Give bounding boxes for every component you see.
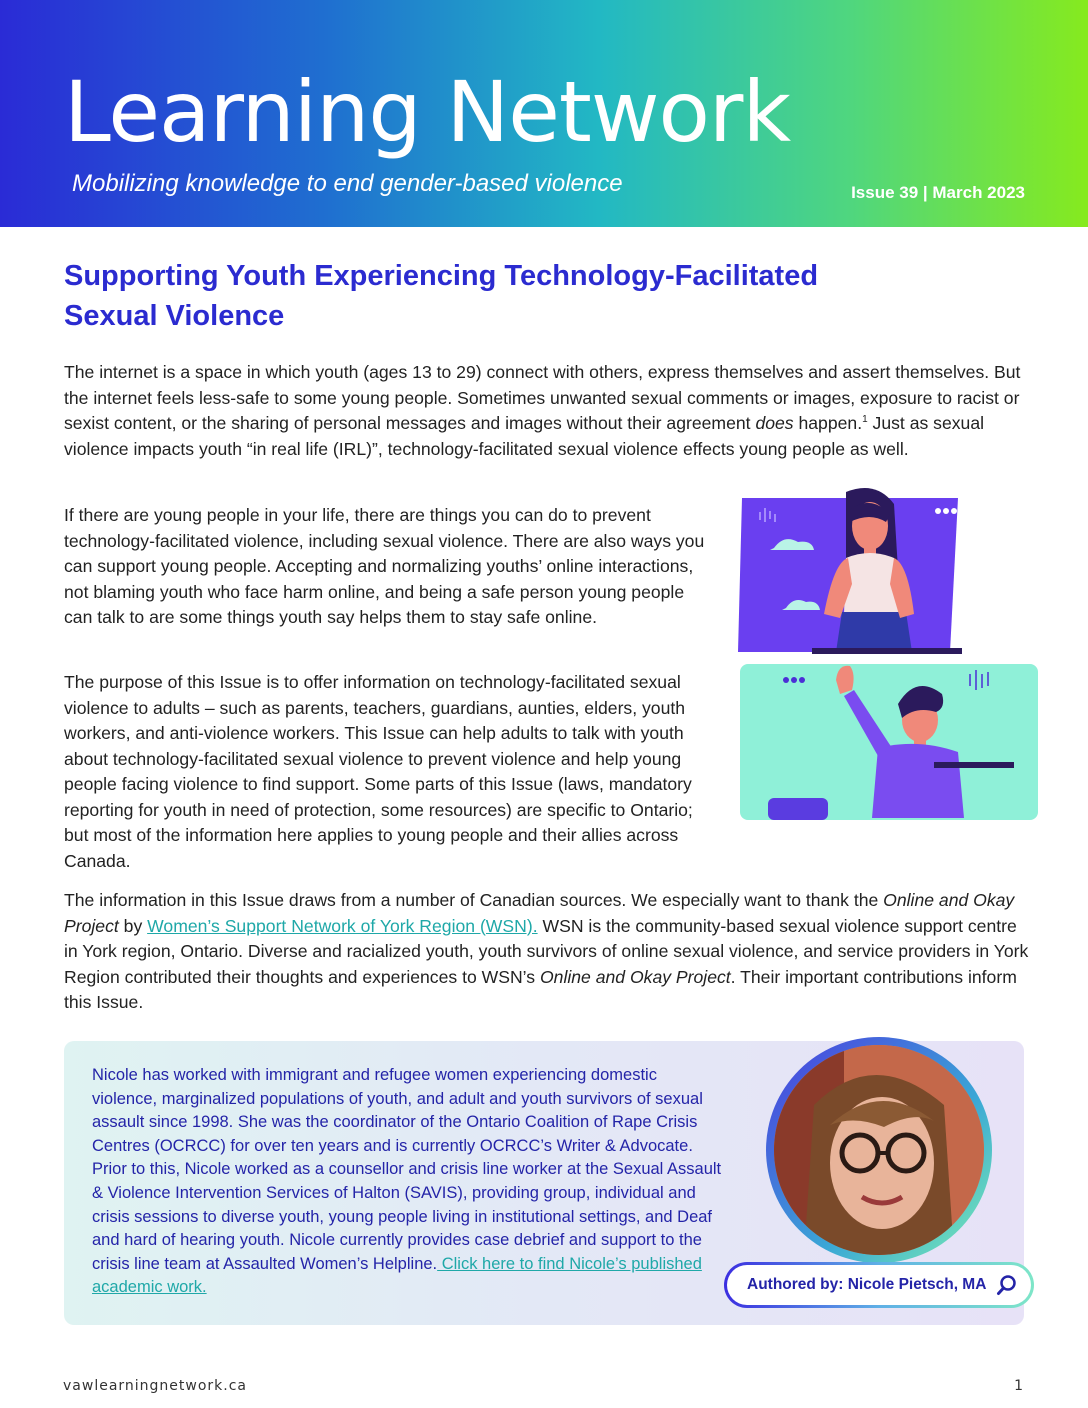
purpose-paragraph: The purpose of this Issue is to offer information on technology-facilitated sexual violence to adults – such as parents, teachers, guardians, aunties, elders, youth workers, and anti-violence workers. This Issue can help adults to talk with youth about technology-facilitated sexual violence to prevent violence and help young people facing violence to find support. Some parts of this Issue (laws, mandatory reporting for youth in need of protection, some resources) are specific to Ontario; but most of the information here applies to young people and their allies across Canada. (64, 672, 693, 871)
youth-boy-illustration (738, 660, 1042, 822)
author-byline: Authored by: Nicole Pietsch, MA (747, 1276, 987, 1293)
project-name: Online and Okay Project (64, 890, 1015, 936)
intro-text-c: Just as sexual violence impacts youth “in real life (IRL)”, technology-facilitated sexual violence effects young people as well. (64, 413, 985, 459)
header-banner (0, 0, 1088, 227)
author-bio (92, 1064, 722, 1300)
sources-text-a: The information in this Issue draws from a number of Canadian sources. We especially want to thank the (64, 890, 884, 910)
search-icon[interactable] (996, 1274, 1018, 1296)
article-title (64, 256, 884, 336)
author-photo-frame (766, 1037, 992, 1263)
author-portrait-illustration (774, 1045, 984, 1255)
footnote-marker[interactable]: 1 (862, 414, 868, 426)
article-title-line2: Sexual Violence (64, 300, 285, 332)
issue-date: Issue 39 | March 2023 (851, 183, 1025, 202)
intro-paragraph (64, 360, 1029, 462)
page-number: 1 (1014, 1378, 1023, 1394)
sources-text-d: . Their important contributions inform this Issue. (64, 966, 1017, 1012)
sources-text-b: by (118, 915, 148, 936)
article-title-line1: Supporting Youth Experiencing Technology-Facilitated (64, 260, 819, 292)
author-byline-inner (727, 1265, 1031, 1305)
intro-emphasis: does (755, 413, 794, 433)
youth-girl-illustration (738, 484, 962, 656)
sources-paragraph (64, 888, 1029, 1016)
project-name-2: Online and Okay Project (539, 966, 731, 987)
academic-work-link[interactable]: Click here to find Nicole’s published academic work. (92, 1254, 702, 1297)
footer-website[interactable]: vawlearningnetwork.ca (63, 1378, 248, 1394)
support-paragraph: If there are young people in your life, there are things you can do to prevent technology-facilitated violence, including sexual violence. There are also ways you can support young people. Accepting and normalizing youths’ online interactions, not blaming youth who face harm online, and being a safe person young people can talk to are some things youth say helps them to stay safe online. (64, 505, 705, 627)
intro-text-a: The internet is a space in which youth (ages 13 to 29) connect with others, express themselves and assert themselves. But the internet feels less-safe to some young people. Sometimes unwanted sexual comments or images, exposure to racist or sexist content, or the sharing of personal messages and images without their agreement (64, 362, 1021, 433)
newsletter-tagline: Mobilizing knowledge to end gender-based violence (72, 170, 623, 197)
sources-text-c: WSN is the community-based sexual violence support centre in York region, Ontario. Diverse and racialized youth, youth survivors of online sexual violence, and service providers in York Region contributed their thoughts and experiences to WSN’s (64, 915, 1029, 987)
author-byline-badge[interactable] (724, 1262, 1034, 1308)
intro-text-b: happen. (793, 413, 863, 433)
newsletter-title: Learning Network (64, 63, 791, 161)
author-bio-text: Nicole has worked with immigrant and refugee women experiencing domestic violence, marginalized populations of youth, and adult and youth survivors of sexual assault since 1998. She was the coordinator of the Ontario Coalition of Rape Crisis Centres (OCRCC) for over ten years and is currently OCRCC’s Writer & Advocate. Prior to this, Nicole worked as a counsellor and crisis line worker at the Sexual Assault & Violence Intervention Services of Halton (SAVIS), providing group, individual and crisis sessions to diverse youth, young people living in institutional settings, and Deaf and hard of hearing youth. Nicole currently provides case debrief and support to the crisis line team at Assaulted Women’s Helpline. (92, 1066, 722, 1273)
wsn-link[interactable]: Women’s Support Network of York Region (WSN). (147, 915, 538, 936)
author-photo (774, 1045, 984, 1255)
